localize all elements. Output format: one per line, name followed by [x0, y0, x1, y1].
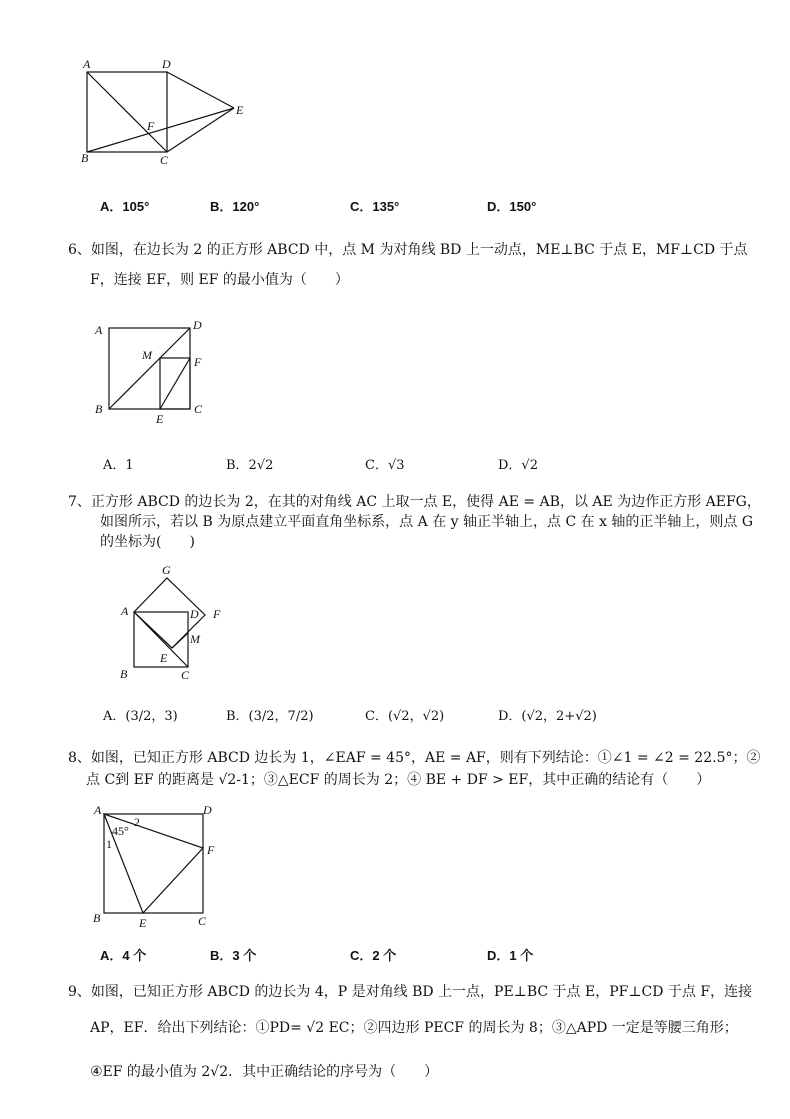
fig8-label-2: 2: [134, 815, 140, 829]
fig7-label-D: D: [190, 607, 199, 621]
q7-option-d: D．(√2，2+√2): [498, 709, 597, 724]
fig6-label-F: F: [194, 355, 202, 369]
q6-option-b: B．2√2: [226, 458, 274, 473]
fig8-label-C: C: [198, 914, 207, 928]
q8-option-b: B．3 个: [210, 948, 257, 963]
q9-line-1: 9、如图，已知正方形 ABCD 的边长为 4，P 是对角线 BD 上一点，PE⊥BC 于点 E，PF⊥CD 于点 F，连接: [68, 984, 753, 1000]
fig8-label-F: F: [207, 843, 215, 857]
fig5-label-D: D: [162, 57, 171, 71]
fig6-label-B: B: [95, 402, 103, 416]
q7-option-c: C．(√2，√2): [365, 709, 445, 724]
q8-option-d: D．1 个: [487, 948, 534, 963]
q8-line-1: 8、如图，已知正方形 ABCD 边长为 1，∠EAF = 45°，AE = AF，则有下列结论：①∠1 = ∠2 = 22.5°；②: [68, 750, 761, 766]
q7-line-1: 7、正方形 ABCD 的边长为 2，在其的对角线 AC 上取一点 E，使得 AE = AB，以 AE 为边作正方形 AEFG，: [68, 494, 761, 510]
fig7-label-C: C: [181, 668, 190, 682]
q6-option-c: C．√3: [365, 458, 405, 473]
q5-option-a: A．105°: [100, 199, 150, 214]
q5-option-b: B．120°: [210, 199, 260, 214]
q7-option-b: B．(3/2，7/2): [226, 709, 314, 724]
q7-line-3: 的坐标为( ): [100, 534, 195, 550]
fig6-label-D: D: [193, 318, 202, 332]
fig6-label-C: C: [194, 402, 203, 416]
figure-q7: [0, 560, 790, 690]
fig8-label-E: E: [139, 916, 147, 930]
fig8-label-angle: 45°: [112, 824, 129, 838]
fig8-label-1: 1: [106, 837, 112, 851]
fig7-label-A: A: [121, 604, 129, 618]
q7-line-2: 如图所示，若以 B 为原点建立平面直角坐标系，点 A 在 y 轴正半轴上，点 C 在 x 轴的正半轴上，则点 G: [100, 514, 754, 530]
q6-option-a: A．1: [103, 458, 134, 473]
q6-line-2: F，连接 EF，则 EF 的最小值为（ ）: [90, 272, 349, 288]
fig8-label-B: B: [93, 911, 101, 925]
fig7-label-G: G: [162, 563, 171, 577]
q9-line-3: ④EF 的最小值为 2√2．其中正确结论的序号为（ ）: [90, 1064, 439, 1080]
fig7-label-E: E: [160, 651, 168, 665]
fig6-label-E: E: [156, 412, 164, 426]
q8-option-c: C．2 个: [350, 948, 397, 963]
fig8-label-D: D: [203, 803, 212, 817]
q6-line-1: 6、如图，在边长为 2 的正方形 ABCD 中，点 M 为对角线 BD 上一动点，ME⊥BC 于点 E，MF⊥CD 于点: [68, 242, 748, 258]
figure-q8: [0, 800, 790, 940]
fig6-label-M: M: [142, 348, 152, 362]
q5-option-d: D．150°: [487, 199, 537, 214]
q6-option-d: D．√2: [498, 458, 538, 473]
fig5-label-C: C: [160, 153, 169, 167]
fig7-label-M: M: [190, 632, 200, 646]
fig5-label-B: B: [81, 151, 89, 165]
fig8-label-A: A: [94, 803, 102, 817]
q7-option-a: A．(3/2，3): [103, 709, 178, 724]
fig5-label-F: F: [147, 119, 155, 133]
q5-option-c: C．135°: [350, 199, 400, 214]
figure-q6: [0, 310, 790, 430]
q9-line-2: AP，EF．给出下列结论：①PD= √2 EC；②四边形 PECF 的周长为 8；③△APD 一定是等腰三角形；: [90, 1020, 738, 1036]
fig5-label-E: E: [236, 103, 244, 117]
fig7-label-B: B: [120, 667, 128, 681]
q8-option-a: A．4 个: [100, 948, 147, 963]
q8-line-2: 点 C到 EF 的距离是 √2-1；③△ECF 的周长为 2；④ BE + DF > EF，其中正确的结论有（ ）: [86, 772, 711, 788]
fig5-label-A: A: [83, 57, 91, 71]
fig6-label-A: A: [95, 323, 103, 337]
fig7-label-F: F: [213, 607, 221, 621]
figure-q5: [0, 0, 790, 200]
